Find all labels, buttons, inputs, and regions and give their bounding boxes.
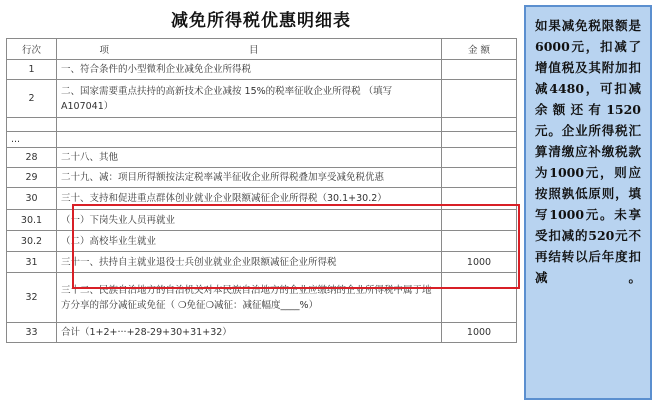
row-number: 31: [7, 252, 57, 273]
row-amount: [442, 273, 517, 323]
header-item: 项目: [57, 39, 442, 60]
row-amount: [442, 148, 517, 168]
table-row: [7, 188, 517, 210]
row-amount: 1000: [442, 323, 517, 343]
row-amount: [442, 188, 517, 210]
table-row: [7, 60, 517, 80]
table-row: [7, 132, 517, 148]
row-item: （二）高校毕业生就业: [57, 231, 442, 252]
row-number: 2: [7, 80, 57, 118]
row-number: [7, 118, 57, 132]
row-number: 30.2: [7, 231, 57, 252]
row-number: 1: [7, 60, 57, 80]
row-item: 三十二、民族自治地方的自治机关对本民族自治地方的企业应缴纳的企业所得税中属于地方分享的部分减征或免征（ ❍免征❍减征：减征幅度____%）: [57, 273, 442, 323]
row-number: ...: [7, 132, 57, 148]
explanation-text: 如果减免税限额是6000元，扣减了增值税及其附加扣减4480，可扣减余额还有1520元。企业所得税汇算清缴应补缴税款为1000元，则应按照孰低原则，填写1000元。未享受扣减的520元不再结转以后年度扣减。: [535, 18, 641, 285]
row-number: 29: [7, 168, 57, 188]
row-item: [57, 118, 442, 132]
table-row: [7, 231, 517, 252]
table-row: [7, 273, 517, 323]
table-row: [7, 210, 517, 231]
page-title: 减免所得税优惠明细表: [171, 11, 351, 31]
header-row-number: 行次: [7, 39, 57, 60]
table-row: [7, 148, 517, 168]
row-amount: [442, 60, 517, 80]
row-number: 32: [7, 273, 57, 323]
row-amount: [442, 80, 517, 118]
row-amount: [442, 168, 517, 188]
row-item: 三十一、扶持自主就业退役士兵创业就业企业限额减征企业所得税: [57, 252, 442, 273]
row-item: 一、符合条件的小型微利企业减免企业所得税: [57, 60, 442, 80]
row-item: 二、国家需要重点扶持的高新技术企业减按 15%的税率征收企业所得税 （填写A107041）: [57, 80, 442, 118]
row-amount: [442, 210, 517, 231]
tax-reduction-detail-table: [6, 38, 517, 343]
table-row: [7, 168, 517, 188]
table-row: [7, 80, 517, 118]
row-amount: 1000: [442, 252, 517, 273]
row-number: 33: [7, 323, 57, 343]
row-number: 30.1: [7, 210, 57, 231]
row-item: 合计（1+2+···+28-29+30+31+32）: [57, 323, 442, 343]
header-amount: 金 额: [442, 39, 517, 60]
row-number: 30: [7, 188, 57, 210]
row-item: 二十九、减：项目所得额按法定税率减半征收企业所得税叠加享受减免税优惠: [57, 168, 442, 188]
row-amount: [442, 118, 517, 132]
row-item: 二十八、其他: [57, 148, 442, 168]
table-row: [7, 252, 517, 273]
explanation-callout: [524, 5, 652, 400]
table-header-row: [7, 39, 517, 60]
row-item: （一）下岗失业人员再就业: [57, 210, 442, 231]
table-row: [7, 118, 517, 132]
row-amount: [442, 231, 517, 252]
table-row: [7, 323, 517, 343]
row-number: 28: [7, 148, 57, 168]
row-item: 三十、支持和促进重点群体创业就业企业限额减征企业所得税（30.1+30.2）: [57, 188, 442, 210]
row-item: [57, 132, 442, 148]
row-amount: [442, 132, 517, 148]
